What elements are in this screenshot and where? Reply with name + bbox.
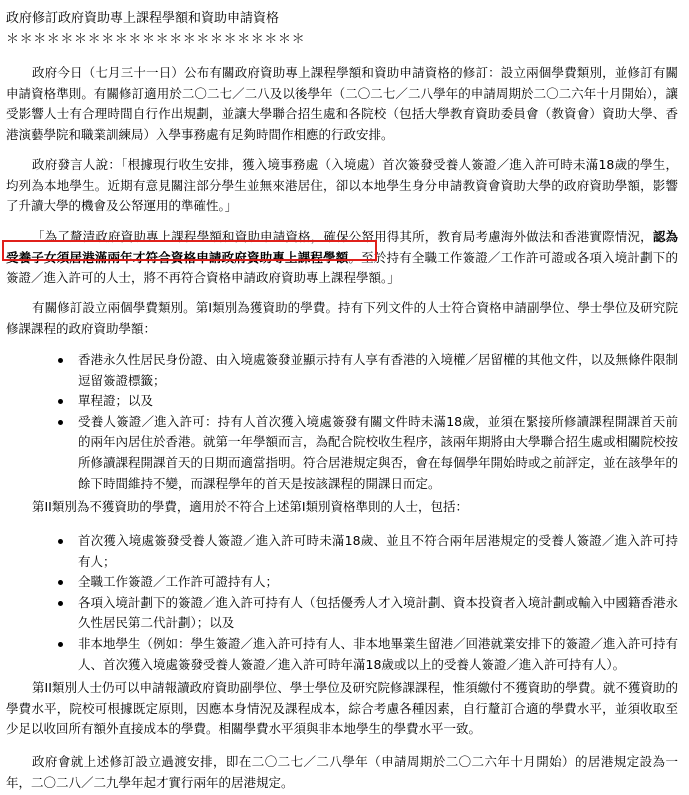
bullet-icon [58, 601, 63, 606]
paragraph-category-two: 第II類別為不獲資助的學費，適用於不符合上述第I類別資格準則的人士，包括： [32, 499, 469, 514]
paragraph-transition: 政府會就上述修訂設立過渡安排，即在二〇二七／二八學年（申請周期於二〇二六年十月開始）的居港規定設為一年，二〇二八／二九學年起才實行兩年的居港規定。 [6, 754, 678, 790]
paragraph-spokesman-quote: 政府發言人說：「根據現行收生安排，獲入境事務處（入境處）首次簽發受養人簽證／進入許可時未滿18歲的學生，均列為本地學生。近期有意見關注部分學生並無來港居住，卻以本地學生身分申請教資會資助大學的政府資助學額，影響了升讀大學的機會及公帑運用的準確性。」 [6, 157, 678, 214]
bullet-icon [58, 399, 63, 404]
list-item: 香港永久性居民身份證、由入境處簽發並顯示持有人享有香港的入境權／居留權的其他文件，以及無條件限制逗留簽證標籤； [6, 350, 678, 391]
bullet-icon [58, 358, 63, 363]
eligibility-list-category-two [6, 531, 678, 675]
list-item: 單程證；以及 [6, 391, 678, 412]
title-underline-stars: ＊＊＊＊＊＊＊＊＊＊＊＊＊＊＊＊＊＊＊＊＊＊ [6, 32, 306, 47]
list-item: 首次獲入境處簽發受養人簽證／進入許可時未滿18歲、並且不符合兩年居港規定的受養人簽證／進入許可持有人； [6, 531, 678, 572]
quote-part-2: 。至於持有全職工作簽證／工作許可證或各項入境計劃下的簽證／進入許可的人士，將不再符合資格申請政府資助專上課程學額。」 [6, 249, 678, 286]
bullet-icon [58, 642, 63, 647]
eligibility-list-category-one [6, 350, 678, 494]
bullet-icon [58, 420, 63, 425]
bullet-icon [58, 539, 63, 544]
highlighted-sentence: 認為受養子女須居港滿兩年才符合資格申請政府資助專上課程學額 [6, 229, 678, 265]
list-item: 各項入境計劃下的簽證／進入許可持有人（包括優秀人才入境計劃、資本投資者入境計劃或輸入中國籍香港永久性居民第二代計劃）；以及 [6, 593, 678, 634]
paragraph-category-one: 有關修訂設立兩個學費類別。第I類別為獲資助的學費。持有下列文件的人士符合資格申請副學位、學士學位及研究院修課課程的政府資助學額： [6, 300, 678, 336]
quote-part-1: 「為了釐清政府資助專上課程學額和資助申請資格，確保公帑用得其所，教育局考慮海外做法和香港實際情況， [32, 229, 653, 244]
paragraph-category-two-fees: 第II類別人士仍可以申請報讀政府資助副學位、學士學位及研究院修課課程，惟須繳付不獲資助的學費。就不獲資助的學費水平，院校可根據既定原則，因應本身情況及課程成本，綜合考慮各種因素，自行釐訂合適的學費水平，並須收取至少足以收回所有額外直接成本的學費。相關學費水平須與非本地學生的學費水平一致。 [6, 680, 678, 737]
bullet-icon [58, 580, 63, 585]
paragraph-announcement: 政府今日（七月三十一日）公布有關政府資助專上課程學額和資助申請資格的修訂：設立兩個學費類別，並修訂有關申請資格準則。有關修訂適用於二〇二七／二八及以後學年（二〇二七／二八學年的申請周期於二〇二六年十月開始），讓受影響人士有合理時間自行作出規劃，並讓大學聯合招生處和各院校（包括大學教育資助委員會（教資會）資助大學、香港演藝學院和職業訓練局）入學事務處有足夠時間作相應的行政安排。 [6, 65, 678, 142]
page-title: 政府修訂政府資助專上課程學額和資助申請資格 [6, 11, 280, 26]
list-item: 受養人簽證／進入許可：持有人首次獲入境處簽發有關文件時未滿18歲，並須在緊接所修讀課程開課首天前的兩年內居住於香港。就第一年學額而言，為配合院校收生程序，該兩年期將由大學聯合招生處或相關院校按所修讀課程開課首天的日期而適當指明。符合居港規定與否，會在每個學年開始時或之前評定，並在該學年的餘下時間維持不變，而課程學年的首天是按該課程的開課日而定。 [6, 412, 678, 494]
list-item: 非本地學生（例如：學生簽證／進入許可持有人、非本地畢業生留港／回港就業安排下的簽證／進入許可持有人、首次獲入境處簽發受養人簽證／進入許可時年滿18歲或以上的受養人簽證／進入許可持有人）。 [6, 634, 678, 675]
list-item: 全職工作簽證／工作許可證持有人； [6, 572, 678, 593]
paragraph-policy-quote [6, 227, 678, 289]
